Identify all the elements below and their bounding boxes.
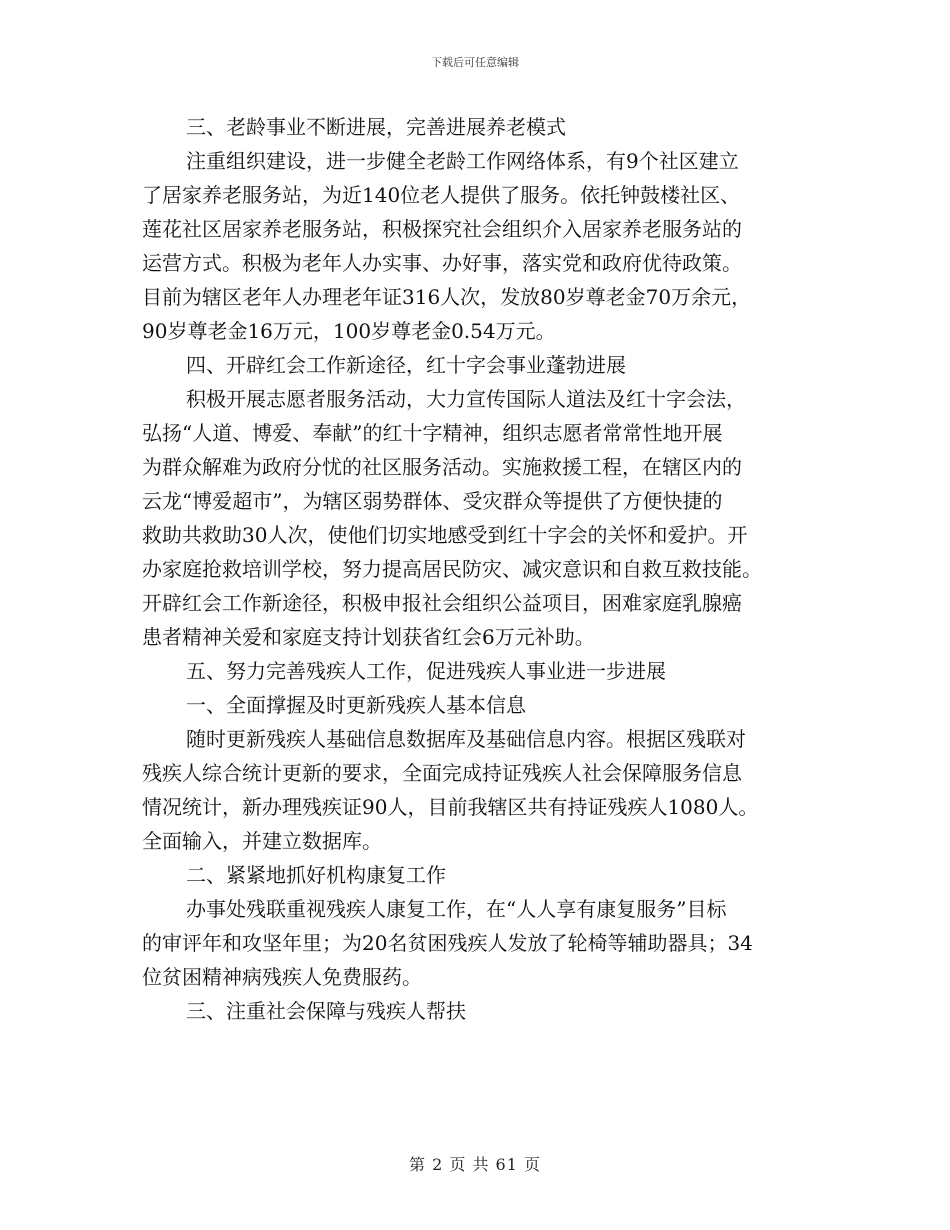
text-line: 云龙“博爱超市”，为辖区弱势群体、受灾群众等提供了方便快捷的 [142,489,723,513]
text-line: 残疾人综合统计更新的要求，全面完成持证残疾人社会保障服务信息 [142,761,742,785]
page-header: 下载后可任意编辑 [431,56,519,69]
text-line: 办事处残联重视残疾人康复工作，在“人人享有康复服务”目标 [186,897,727,921]
text-line: 了居家养老服务站，为近140位老人提供了服务。依托钟鼓楼社区、 [142,183,741,207]
text-line: 三、注重社会保障与残疾人帮扶 [186,999,466,1023]
text-line: 情况统计，新办理残疾证90人，目前我辖区共有持证残疾人1080人。 [142,795,759,819]
text-line: 患者精神关爱和家庭支持计划获省红会6万元补助。 [142,625,595,649]
text-line: 办家庭抢救培训学校，努力提高居民防灾、减灾意识和自救互救技能。 [142,557,762,581]
text-line: 五、努力完善残疾人工作，促进残疾人事业进一步进展 [186,659,666,683]
text-line: 救助共救助30人次，使他们切实地感受到红十字会的关怀和爱护。开 [142,523,748,547]
text-line: 四、开辟红会工作新途径，红十字会事业蓬勃进展 [186,353,626,377]
text-line: 全面输入，并建立数据库。 [142,829,382,853]
text-line: 目前为辖区老年人办理老年证316人次，发放80岁尊老金70万余元， [142,285,752,309]
text-line: 一、全面撑握及时更新残疾人基本信息 [186,693,526,717]
text-line: 弘扬“人道、博爱、奉献”的红十字精神，组织志愿者常常性地开展 [142,421,723,445]
page-number-footer: 第 2 页 共 61 页 [409,1155,541,1174]
text-line: 积极开展志愿者服务活动，大力宣传国际人道法及红十字会法， [186,387,746,411]
document-body [142,110,806,1028]
text-line: 运营方式。积极为老年人办实事、办好事，落实党和政府优待政策。 [142,251,742,275]
text-line: 随时更新残疾人基础信息数据库及基础信息内容。根据区残联对 [186,727,746,751]
text-line: 莲花社区居家养老服务站，积极探究社会组织介入居家养老服务站的 [142,217,742,241]
text-line: 90岁尊老金16万元，100岁尊老金0.54万元。 [142,319,556,343]
text-line: 开辟红会工作新途径，积极申报社会组织公益项目，困难家庭乳腺癌 [142,591,742,615]
text-line: 位贫困精神病残疾人免费服药。 [142,965,422,989]
text-line: 三、老龄事业不断进展，完善进展养老模式 [186,115,566,139]
text-line: 注重组织建设，进一步健全老龄工作网络体系，有9个社区建立 [186,149,739,173]
text-line: 为群众解难为政府分忧的社区服务活动。实施救援工程，在辖区内的 [142,455,742,479]
text-line: 的审评年和攻坚年里；为20名贫困残疾人发放了轮椅等辅助器具；34 [142,931,753,955]
text-line: 二、紧紧地抓好机构康复工作 [186,863,446,887]
